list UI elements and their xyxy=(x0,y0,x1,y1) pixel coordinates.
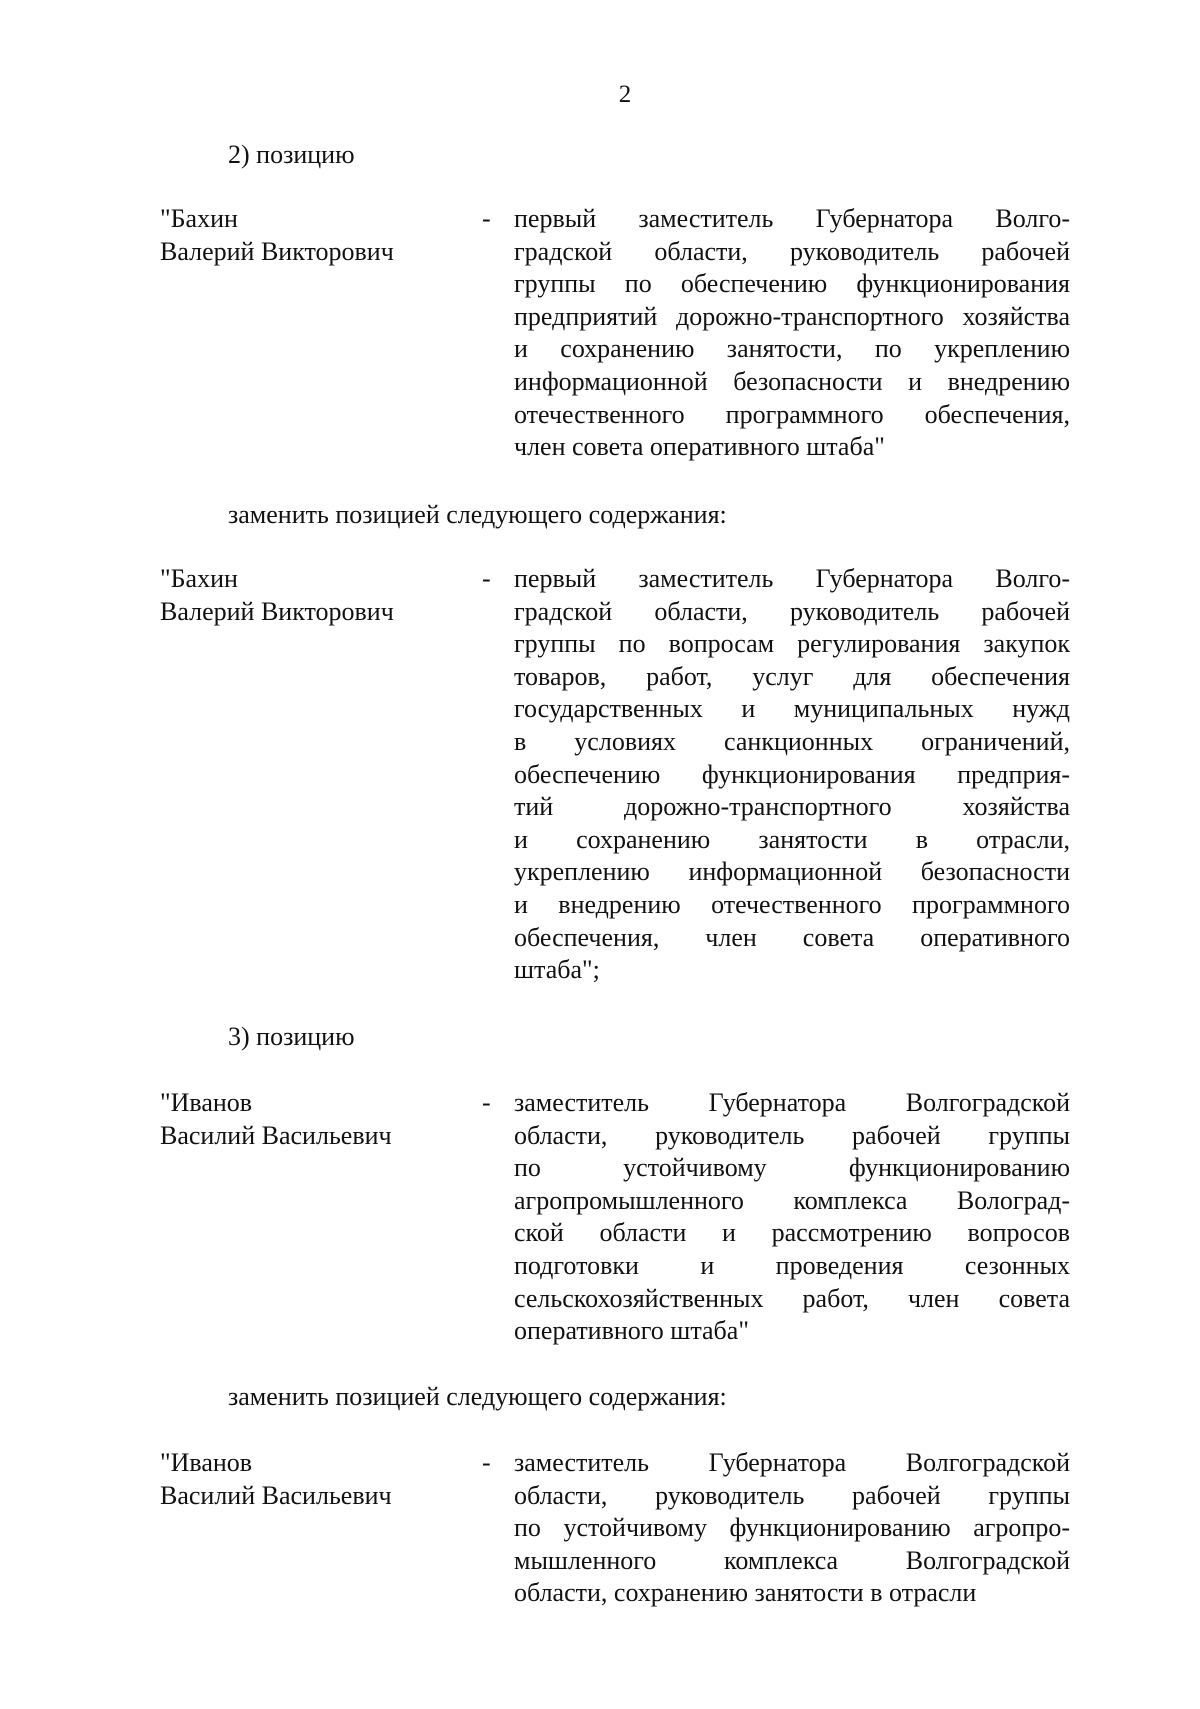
description-line: по устойчивому функционированию агропро- xyxy=(514,1513,1070,1543)
given-names: Валерий Викторович xyxy=(160,596,394,626)
description-line: по устойчивому функционированию xyxy=(514,1153,1070,1183)
description-line: оперативного штаба" xyxy=(514,1316,749,1346)
dash: - xyxy=(482,1088,491,1117)
description-line: отечественного программного обеспечения, xyxy=(514,399,1070,429)
description-line: заместитель Губернатора Волгоградской xyxy=(514,1088,1070,1117)
description-line: информационной безопасности и внедрению xyxy=(514,366,1070,396)
item2-intro: 2) позицию xyxy=(228,140,355,169)
surname: "Бахин xyxy=(160,564,238,593)
description-line: заместитель Губернатора Волгоградской xyxy=(514,1448,1070,1477)
person-name xyxy=(160,563,460,628)
description-line: первый заместитель Губернатора Волго- xyxy=(514,204,1070,233)
position-description xyxy=(514,203,1070,464)
description-line: обеспечения, член совета оперативного xyxy=(514,922,1070,952)
description-line: первый заместитель Губернатора Волго- xyxy=(514,564,1070,593)
given-names: Валерий Викторович xyxy=(160,236,394,266)
dash: - xyxy=(482,564,491,593)
description-line: градской области, руководитель рабочей xyxy=(514,596,1070,626)
description-line: государственных и муниципальных нужд xyxy=(514,694,1070,724)
description-line: агропромышленного комплекса Волоград- xyxy=(514,1185,1070,1215)
description-line: укреплению информационной безопасности xyxy=(514,857,1070,887)
description-line: подготовки и проведения сезонных xyxy=(514,1250,1070,1280)
description-line: градской области, руководитель рабочей xyxy=(514,236,1070,266)
description-line: штаба"; xyxy=(514,955,600,985)
description-line: и сохранению занятости в отрасли, xyxy=(514,824,1070,854)
surname: "Иванов xyxy=(160,1088,253,1117)
dash: - xyxy=(482,1448,491,1477)
position-description xyxy=(514,563,1070,987)
description-line: тий дорожно-транспортного хозяйства xyxy=(514,792,1070,822)
person-name xyxy=(160,1087,460,1152)
description-line: в условиях санкционных ограничений, xyxy=(514,726,1070,756)
position-description xyxy=(514,1087,1070,1348)
description-line: сельскохозяйственных работ, член совета xyxy=(514,1283,1070,1313)
dash: - xyxy=(482,204,491,233)
person-name xyxy=(160,1447,460,1512)
description-line: и сохранению занятости, по укреплению xyxy=(514,334,1070,364)
description-line: ской области и рассмотрению вопросов xyxy=(514,1218,1070,1248)
description-line: предприятий дорожно-транспортного хозяйства xyxy=(514,301,1070,331)
surname: "Бахин xyxy=(160,204,238,233)
surname: "Иванов xyxy=(160,1448,253,1477)
item3-intro: 3) позицию xyxy=(228,1022,355,1051)
person-name xyxy=(160,203,460,268)
description-line: области, сохранению занятости в отрасли xyxy=(514,1578,977,1608)
description-line: группы по обеспечению функционирования xyxy=(514,269,1070,299)
page-number: 2 xyxy=(618,81,632,108)
given-names: Василий Васильевич xyxy=(160,1120,392,1150)
description-line: области, руководитель рабочей группы xyxy=(514,1480,1070,1510)
description-line: области, руководитель рабочей группы xyxy=(514,1120,1070,1150)
description-line: товаров, работ, услуг для обеспечения xyxy=(514,661,1070,691)
description-line: и внедрению отечественного программного xyxy=(514,889,1070,919)
item2-replace-text: заменить позицией следующего содержания: xyxy=(228,500,727,529)
item3-replace-text: заменить позицией следующего содержания: xyxy=(228,1382,727,1411)
description-line: группы по вопросам регулирования закупок xyxy=(514,629,1070,659)
given-names: Василий Васильевич xyxy=(160,1480,392,1510)
description-line: член совета оперативного штаба" xyxy=(514,432,885,462)
description-line: обеспечению функционирования предприя- xyxy=(514,759,1070,789)
description-line: мышленного комплекса Волгоградской xyxy=(514,1545,1070,1575)
position-description xyxy=(514,1447,1070,1610)
